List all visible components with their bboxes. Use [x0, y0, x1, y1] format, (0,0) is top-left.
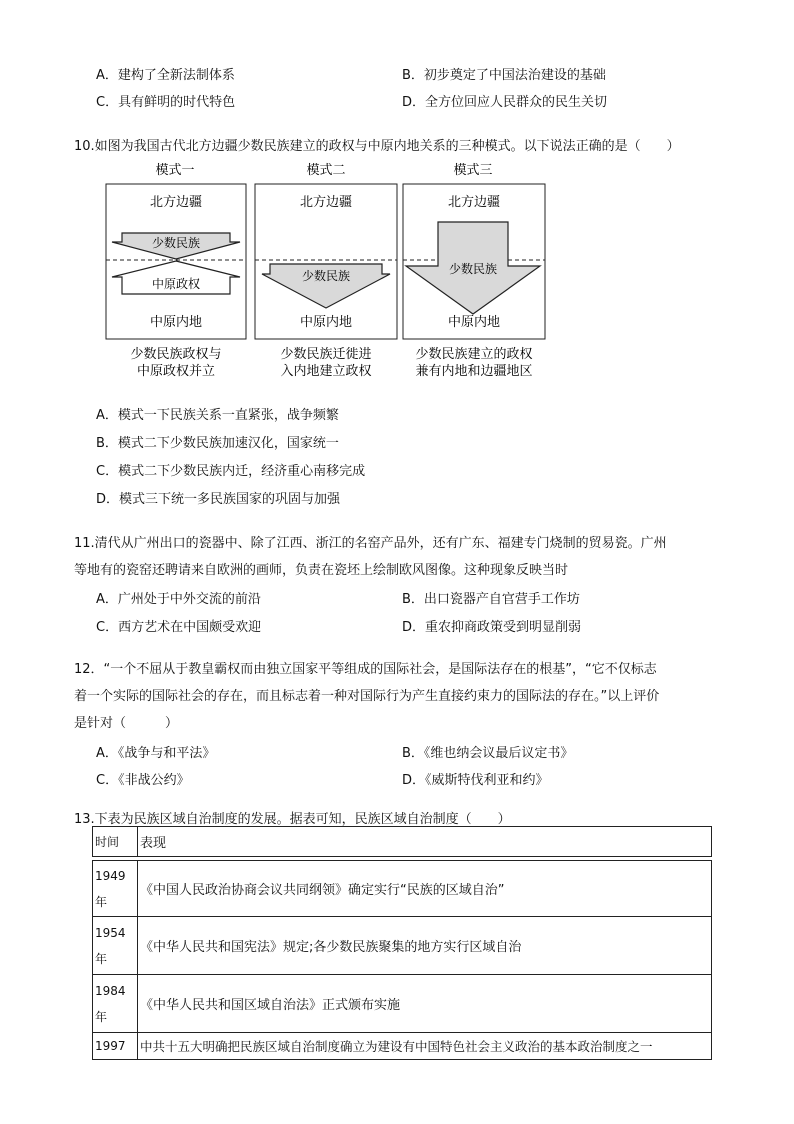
mode3-caption-2: 兼有内地和边疆地区 [415, 364, 533, 379]
q10-figure [100, 156, 552, 386]
table-cell-detail: 中共十五大明确把民族区域自治制度确立为建设有中国特色社会主义政治的基本政治制度之一 [138, 1033, 712, 1060]
mode3-arrow-label: 少数民族 [448, 262, 498, 276]
mode1-title: 模式一 [155, 163, 195, 178]
mode2-top-label: 北方边疆 [299, 195, 353, 210]
table-cell-time: 1949年 [93, 861, 138, 917]
table-header-detail: 表现 [138, 827, 712, 857]
q12-option-c: C．《非战公约》 [96, 773, 190, 788]
q9-option-a: A．建构了全新法制体系 [96, 68, 235, 83]
mode1-top-label: 北方边疆 [149, 195, 203, 210]
mode3-caption-1: 少数民族建立的政权 [415, 347, 533, 362]
mode2-caption-1: 少数民族迁徙进 [280, 347, 372, 362]
table-row [93, 975, 712, 1033]
q13-stem: 13.下表为民族区域自治制度的发展。据表可知，民族区域自治制度（ ） [74, 812, 511, 827]
table-row [93, 1033, 712, 1060]
mode1-caption-1: 少数民族政权与 [130, 347, 222, 362]
autonomy-table [92, 826, 712, 1060]
q10-option-a: A．模式一下民族关系一直紧张，战争频繁 [96, 408, 339, 423]
q11-option-d: D．重农抑商政策受到明显削弱 [402, 620, 582, 635]
mode3-bottom-label: 中原内地 [447, 315, 501, 330]
mode3-title: 模式三 [453, 163, 493, 178]
mode2-bottom-label: 中原内地 [299, 315, 353, 330]
table-cell-detail: 《中华人民共和国宪法》规定;各少数民族聚集的地方实行区域自治 [138, 917, 712, 975]
mode1-arrow-up-label: 中原政权 [151, 277, 201, 291]
table-header-row [93, 827, 712, 857]
mode3-top-label: 北方边疆 [447, 195, 501, 210]
q9-option-d: D．全方位回应人民群众的民生关切 [402, 95, 608, 110]
q10-option-c: C．模式二下少数民族内迁，经济重心南移完成 [96, 464, 366, 479]
mode2-title: 模式二 [306, 163, 346, 178]
mode1-arrow-down-label: 少数民族 [151, 236, 201, 250]
table-cell-detail: 《中国人民政治协商会议共同纲领》确定实行“民族的区域自治” [138, 861, 712, 917]
q12-stem-line1: 12．“一个不屈从于教皇霸权而由独立国家平等组成的国际社会，是国际法存在的根基”，“它不仅标志 [74, 662, 657, 677]
table-header-time: 时间 [93, 827, 138, 857]
mode2-caption-2: 入内地建立政权 [280, 364, 372, 379]
table-cell-detail: 《中华人民共和国区域自治法》正式颁布实施 [138, 975, 712, 1033]
q10-stem: 10.如图为我国古代北方边疆少数民族建立的政权与中原内地关系的三种模式。以下说法正确的是（ ） [74, 139, 680, 154]
q12-stem-line3: 是针对（ ） [74, 716, 179, 731]
table-cell-time: 1997 [93, 1033, 138, 1060]
q11-option-c: C．西方艺术在中国颇受欢迎 [96, 620, 262, 635]
table-row [93, 861, 712, 917]
q11-stem-line1: 11.清代从广州出口的瓷器中、除了江西、浙江的名窑产品外，还有广东、福建专门烧制的贸易瓷。广州 [74, 536, 667, 551]
mode1-caption-2: 中原政权并立 [136, 364, 216, 379]
q11-stem-line2: 等地有的瓷窑还聘请来自欧洲的画师，负责在瓷坯上绘制欧风图像。这种现象反映当时 [74, 563, 569, 578]
q9-option-b: B．初步奠定了中国法治建设的基础 [402, 68, 606, 83]
q12-option-d: D．《威斯特伐利亚和约》 [402, 773, 549, 788]
q10-option-b: B．模式二下少数民族加速汉化，国家统一 [96, 436, 339, 451]
q11-option-a: A．广州处于中外交流的前沿 [96, 592, 261, 607]
q9-option-c: C．具有鲜明的时代特色 [96, 95, 236, 110]
q12-option-b: B．《维也纳会议最后议定书》 [402, 746, 574, 761]
mode1-bottom-label: 中原内地 [149, 315, 203, 330]
q11-option-b: B．出口瓷器产自官营手工作坊 [402, 592, 580, 607]
mode2-arrow-label: 少数民族 [301, 269, 351, 283]
q12-stem-line2: 着一个实际的国际社会的存在，而且标志着一种对国际行为产生直接约束力的国际法的存在。”以上评价 [74, 689, 660, 704]
q12-option-a: A．《战争与和平法》 [96, 746, 216, 761]
table-row [93, 917, 712, 975]
table-cell-time: 1984年 [93, 975, 138, 1033]
table-cell-time: 1954年 [93, 917, 138, 975]
q10-option-d: D．模式三下统一多民族国家的巩固与加强 [96, 492, 341, 507]
